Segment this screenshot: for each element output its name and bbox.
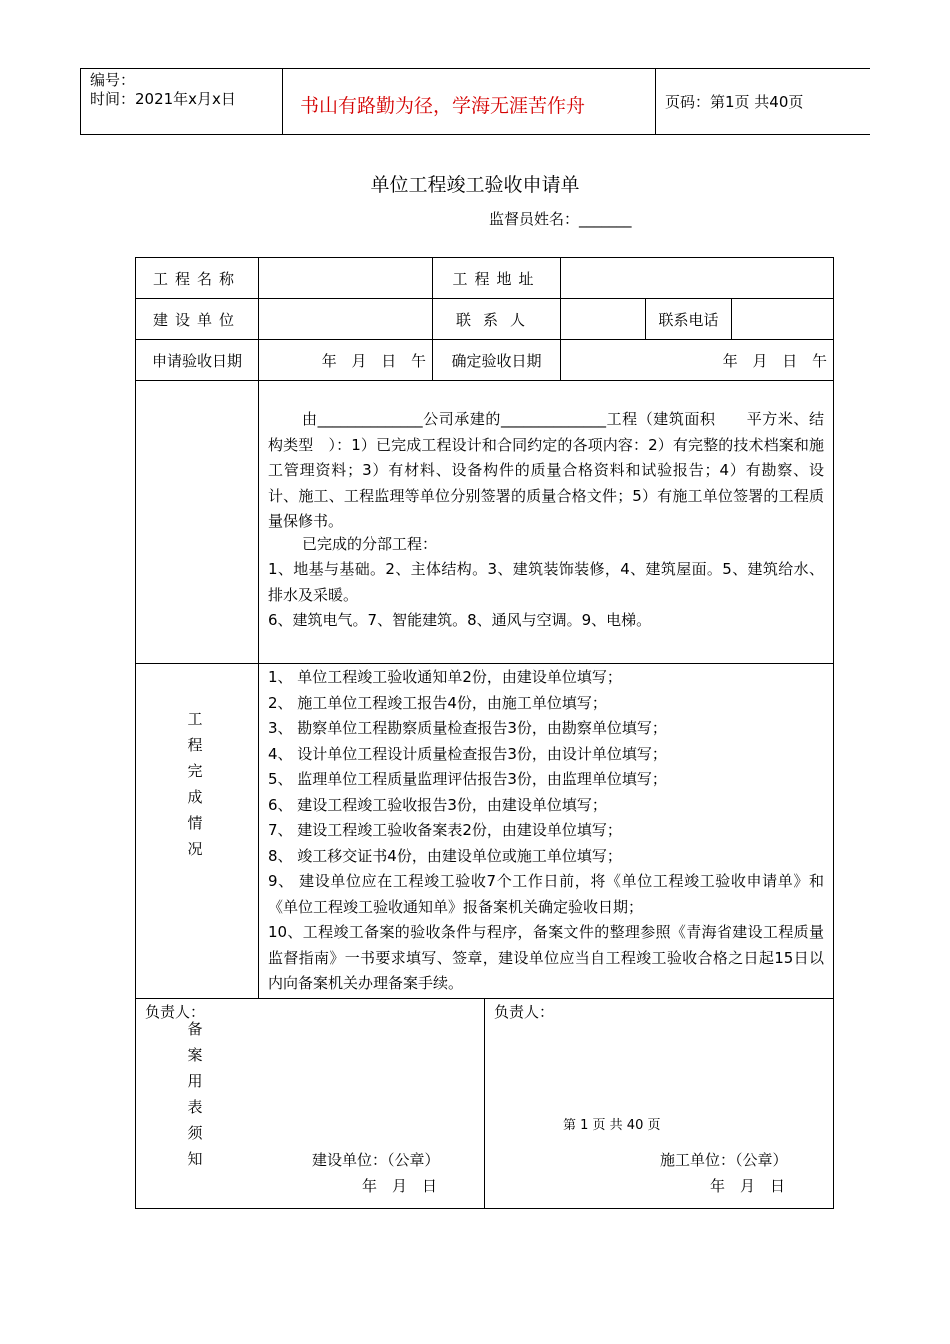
project-name-label: 工程名称 — [152, 269, 241, 288]
filing-char: 知 — [187, 1150, 203, 1168]
contractor-date: 年 月 日 — [710, 1177, 786, 1195]
list-item: 10、工程竣工备案的验收条件与程序，备案文件的整理参照《青海省建设工程质量监督指南》一书要求填写、签章，建设单位应当自工程竣工验收合格之日起15日以内向备案机关办理备案手续。 — [268, 923, 824, 992]
filing-char: 案 — [187, 1046, 203, 1064]
time-label: 时间：2021年x月x日 — [90, 90, 236, 108]
project-name-field[interactable] — [260, 260, 430, 296]
header-divider — [282, 68, 283, 135]
section-char: 程 — [187, 736, 203, 754]
contact-label: 联系人 — [455, 310, 537, 329]
page-label: 页码：第1页 共40页 — [665, 93, 804, 111]
list-item: 5、 监理单位工程质量监理评估报告3份，由监理单位填写； — [268, 770, 667, 788]
col-line — [731, 298, 732, 339]
confirm-date-value[interactable]: 年 月 日 午 — [722, 351, 827, 370]
phone-label: 联系电话 — [658, 310, 719, 329]
builder-field[interactable] — [260, 301, 430, 337]
section-label-vertical — [183, 706, 207, 862]
list-item: 4、 设计单位工程设计质量检查报告3份，由设计单位填写； — [268, 744, 667, 763]
document-title: 单位工程竣工验收申请单 — [370, 174, 580, 196]
statement-paragraph: 由______________公司承建的______________工程（建筑面积 平方米、结构类型 ）：1）已完成工程设计和合同约定的各项内容：2）有完整的技术档案和施工管理资料；3）有材料、设备构件的质量合格资料和试验报告；4）有勘察、设计、施工、工程监理等单位分别签署的质量合格文件；5）有施工单位签署的工程质量保修书。 — [268, 410, 824, 530]
filing-char: 表 — [187, 1098, 203, 1116]
section-char: 情 — [187, 814, 203, 832]
contractor-seal-label: 施工单位：（公章） — [660, 1151, 788, 1169]
project-address-label: 工程地址 — [452, 269, 541, 288]
filing-char: 须 — [187, 1124, 203, 1142]
list-item: 2、 施工单位工程竣工报告4份，由施工单位填写； — [268, 693, 607, 712]
builder-date: 年 月 日 — [362, 1177, 438, 1195]
row-line — [135, 380, 834, 381]
supervisor-name: 监督员姓名：_______ — [489, 210, 632, 228]
motto: 书山有路勤为径，学海无涯苦作舟 — [300, 95, 586, 117]
section-char: 况 — [187, 840, 203, 858]
filing-char: 用 — [187, 1072, 203, 1090]
builder-label: 建设单位 — [152, 310, 241, 329]
subprojects-list-2: 6、建筑电气。7、智能建筑。8、通风与空调。9、电梯。 — [268, 611, 652, 629]
section-char: 完 — [187, 762, 203, 780]
page-counter: 第 1 页 共 40 页 — [563, 1118, 661, 1133]
phone-field[interactable] — [733, 301, 830, 337]
list-item: 8、 竣工移交证书4份，由建设单位或施工单位填写； — [268, 846, 622, 865]
list-item: 6、 建设工程竣工验收报告3份，由建设单位填写； — [268, 795, 607, 814]
subprojects-list: 1、地基与基础。2、主体结构。3、建筑装饰装修，4、建筑屋面。5、建筑给水、排水及采暖。 — [268, 560, 824, 604]
col-line — [560, 257, 561, 380]
project-address-field[interactable] — [562, 260, 830, 296]
completed-subprojects-heading: 已完成的分部工程： — [302, 535, 438, 553]
filing-notice-vertical — [183, 1016, 207, 1172]
section-char: 工 — [187, 710, 203, 728]
list-item: 7、 建设工程竣工验收备案表2份，由建设单位填写； — [268, 821, 622, 839]
list-item: 9、 建设单位应在工程竣工验收7个工作日前，将《单位工程竣工验收申请单》和《单位工程竣工验收通知单》报备案机关确定验收日期； — [268, 872, 824, 916]
apply-date-value[interactable]: 年 月 日 午 — [321, 351, 426, 370]
notes-list — [268, 665, 824, 997]
builder-seal-label: 建设单位：（公章） — [312, 1151, 440, 1169]
col-line — [484, 998, 485, 1209]
apply-date-label: 申请验收日期 — [151, 351, 242, 370]
section-char: 成 — [187, 788, 203, 806]
contact-field[interactable] — [562, 301, 643, 337]
list-item: 3、 勘察单位工程勘察质量检查报告3份，由勘察单位填写； — [268, 719, 667, 737]
list-item: 1、 单位工程竣工验收通知单2份，由建设单位填写； — [268, 668, 622, 686]
header-divider — [655, 68, 656, 135]
serial-label: 编号： — [90, 71, 136, 89]
filing-char: 备 — [187, 1020, 203, 1038]
col-line — [258, 257, 259, 998]
row-line — [135, 663, 834, 664]
right-responsible-label: 负责人： — [494, 1003, 555, 1021]
left-responsible-label: 负责人： — [145, 1003, 206, 1021]
confirm-date-label: 确定验收日期 — [451, 351, 542, 370]
